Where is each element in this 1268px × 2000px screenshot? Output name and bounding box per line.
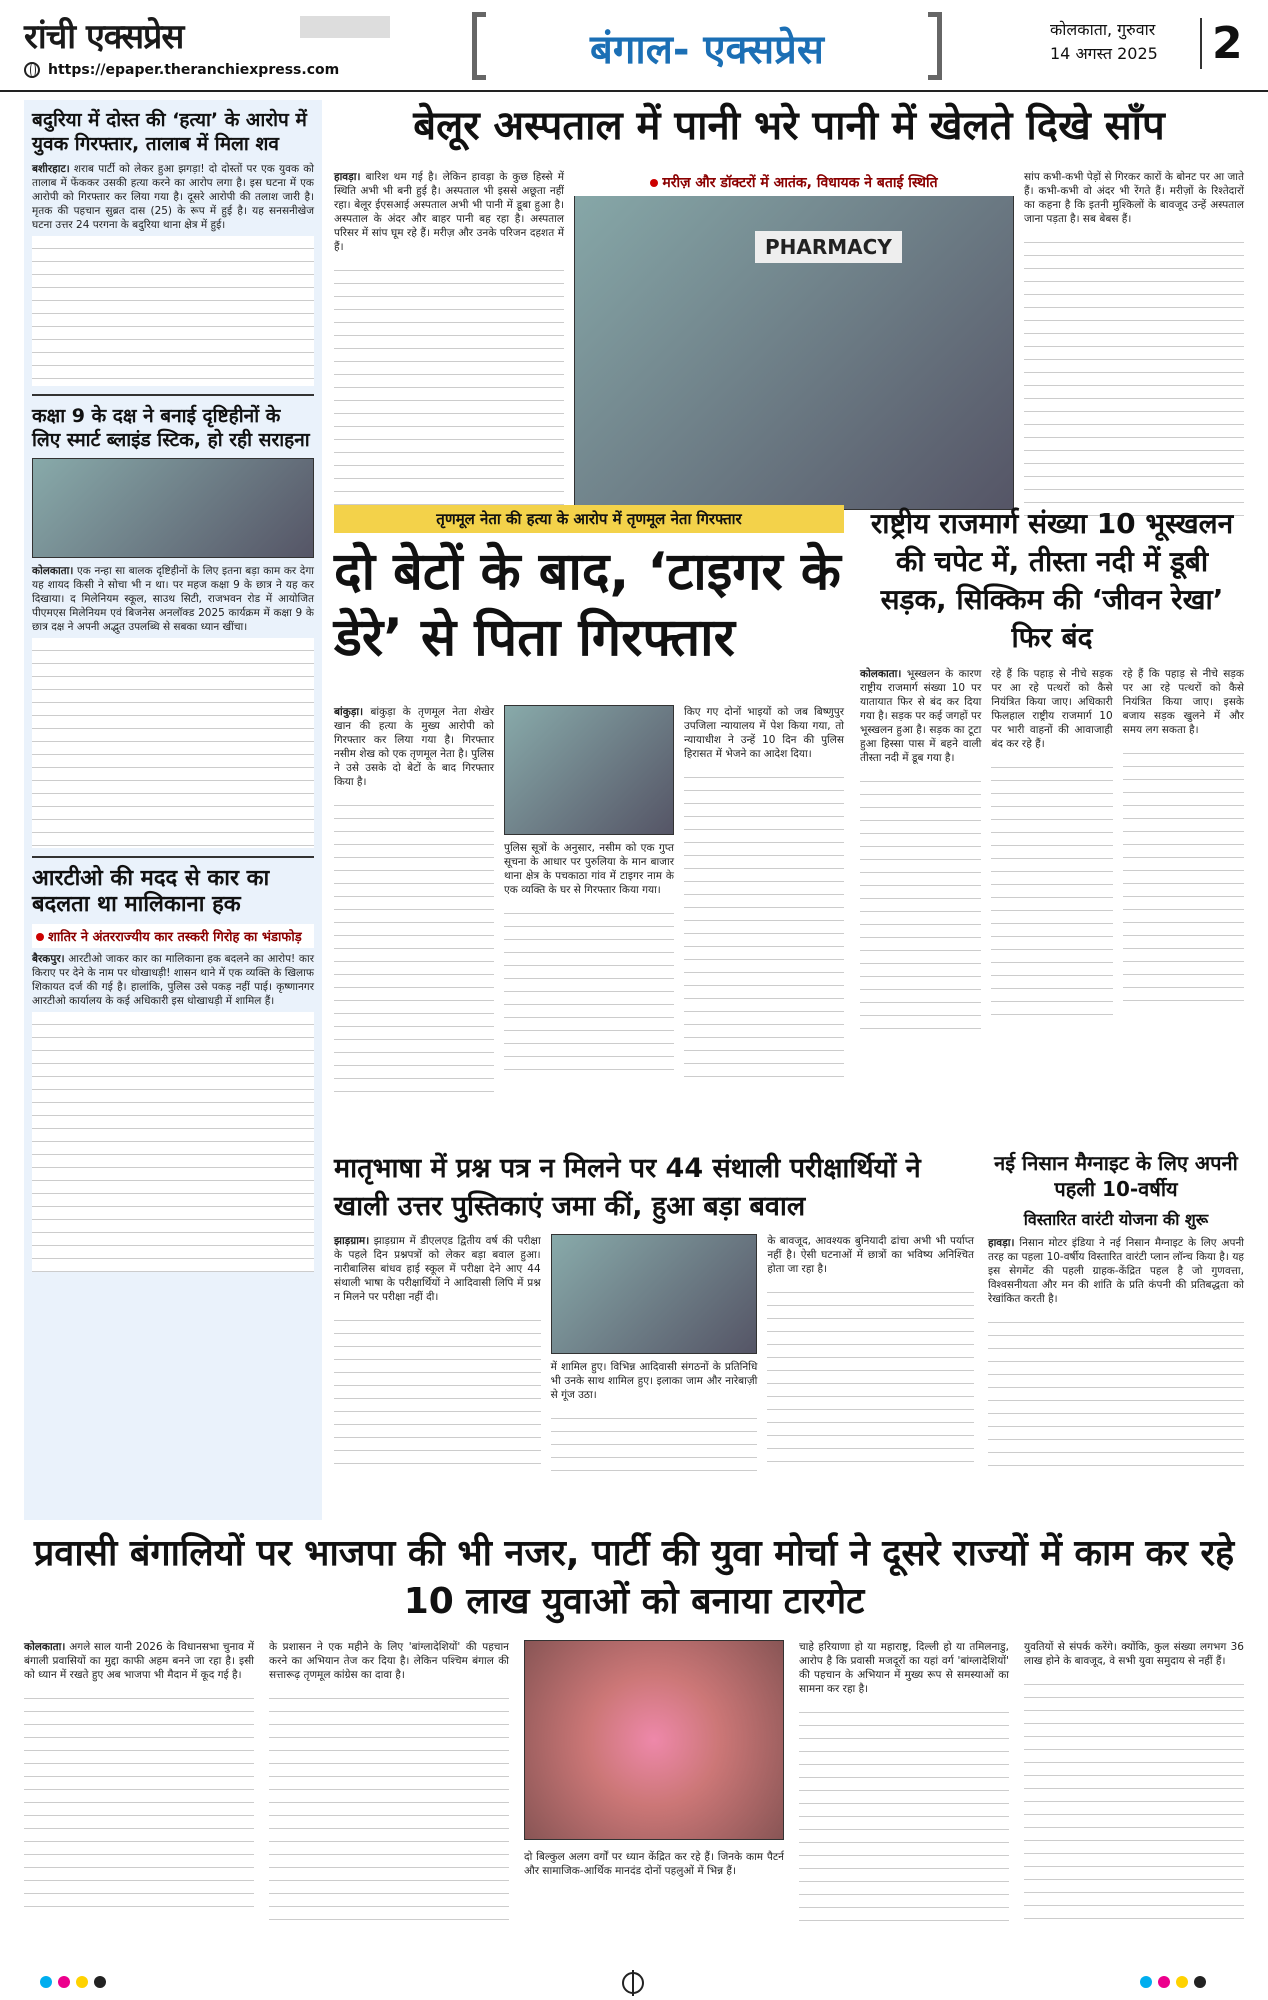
bottom-headline: प्रवासी बंगालियों पर भाजपा की भी नजर, पार्टी की युवा मोर्चा ने दूसरे राज्यों में काम कर रहे 10 लाख युवाओं को बनाया टारगेट: [33, 1533, 1235, 1622]
bottom-column: [1024, 1640, 1244, 1960]
flooded-hospital-photo: [574, 170, 1014, 510]
text-filler: [1123, 741, 1244, 1011]
body-text: झाड़ग्राम में डीएलएड द्वितीय वर्ष की परीक्षा के पहले दिन प्रश्नपत्रों को लेकर बड़ा बवाल हुआ। नारीबालिस बांधव हाई स्कूल में परीक्षा देने आए 44 संथाली भाषा के परीक्षार्थियों ने आदिवासी लिपि में प्रश्न न मिलने पर परीक्षा नहीं दी।: [334, 1235, 541, 1303]
bottom-column: [24, 1640, 254, 1960]
yellow-dot: [76, 1976, 88, 1988]
story-body: [334, 170, 564, 254]
bottom-story: [24, 1530, 1244, 1877]
story-body: [334, 1234, 541, 1304]
text-filler: [1024, 1672, 1244, 1922]
url-text[interactable]: https://epaper.theranchiexpress.com: [48, 62, 340, 78]
right-bracket: [928, 12, 942, 80]
nh10-column: [860, 667, 981, 1029]
body-text: आरटीओ जाकर कार का मालिकाना हक बदलने का आरोप! कार किराए पर देने के नाम पर धोखाधड़ी! शासन थाने में एक व्यक्ति के खिलाफ शिकायत दर्ज की गई है। हालांकि, पुलिस उसे पकड़ नहीं पाई। कृष्णानगर आरटीओ कार्यालय के कई अधिकारी इस धोखाधड़ी में शामिल हैं।: [32, 953, 314, 1007]
story-body: सांप कभी-कभी पेड़ों से गिरकर कारों के बोनट पर आ जाते हैं। कभी-कभी वो अंदर भी रेंगते हैं। मरीज़ों के रिश्तेदारों का कहना है कि इतनी मुश्किलों के बावजूद उन्हें अस्पताल जाना पड़ता है। सब बेबस हैं।: [1024, 171, 1244, 225]
dateline-word: झाड़ग्राम।: [334, 1235, 370, 1247]
left-column: [24, 100, 322, 1520]
exam-column: [551, 1234, 758, 1476]
exam-headline: मातृभाषा में प्रश्न पत्र न मिलने पर 44 संथाली परीक्षार्थियों ने खाली उत्तर पुस्तिकाएं जमा कीं, हुआ बड़ा बवाल: [334, 1153, 921, 1222]
tiger-headline: दो बेटों के बाद, ‘टाइगर के डेरे’ से पिता गिरफ्तार: [334, 542, 841, 668]
magenta-dot: [1158, 1976, 1170, 1988]
tiger-column: [504, 705, 674, 1071]
text-filler: [269, 1686, 509, 1926]
students-photo: [32, 458, 314, 558]
text-filler: [684, 765, 844, 1085]
color-registration-dots: [1140, 1976, 1206, 1988]
exam-story: [334, 1150, 974, 1476]
tiger-column: [684, 705, 844, 1085]
lead-story: [334, 100, 1244, 259]
cyan-dot: [1140, 1976, 1152, 1988]
arrest-photo: [504, 705, 674, 835]
bottom-column: [524, 1850, 784, 1960]
story-body: में शामिल हुए। विभिन्न आदिवासी संगठनों के प्रतिनिधि भी उनके साथ शामिल हुए। इलाका जाम और नारेबाज़ी से गूंज उठा।: [550, 1361, 758, 1401]
story-body: के प्रशासन ने एक महीने के लिए 'बांग्लादेशियों' की पहचान करने का अभियान तेज कर दिया है। लेकिन पश्चिम बंगाल की सत्तारूढ़ तृणमूल कांग्रेस का दावा है।: [269, 1641, 509, 1681]
story-body: के बावजूद, आवश्यक बुनियादी ढांचा अभी भी पर्याप्त नहीं है। ऐसी घटनाओं में छात्रों का भविष्य अनिश्चित होता जा रहा है।: [767, 1235, 975, 1275]
bullet-icon: [36, 933, 44, 941]
story-headline: कक्षा 9 के दक्ष ने बनाई दृष्टिहीनों के लिए स्मार्ट ब्लाइंड स्टिक, हो रही सराहना: [32, 405, 310, 451]
text-filler: [32, 638, 314, 848]
black-dot: [1194, 1976, 1206, 1988]
exam-column: [767, 1234, 974, 1476]
tiger-columns: [334, 705, 844, 1145]
epaper-url[interactable]: [24, 62, 339, 78]
divider: [32, 394, 314, 396]
body-text: एक नन्हा सा बालक दृष्टिहीनों के लिए इतना बड़ा काम कर देगा यह शायद किसी ने सोचा भी न था। पर महज कक्षा 9 के छात्र ने यह कर दिखाया। द मिलेनियम स्कूल, साउथ सिटी, राजभवन रोड में आयोजित पीएमएस मिलेनियम एवं बिजनेस अनलॉक्ड 2025 कार्यक्रम में कक्षा 9 के छात्र दक्ष ने अपनी अद्भुत उपलब्धि से सबका ध्यान खींचा।: [32, 565, 315, 633]
masthead: [0, 0, 1268, 92]
tiger-column: [334, 705, 494, 1093]
youth-map-photo: [524, 1640, 784, 1840]
dateline-word: बशीरहाट।: [32, 163, 70, 175]
nh10-story: [860, 505, 1244, 1029]
sub-headline-strip: [32, 924, 314, 948]
body-text: भूस्खलन के कारण राष्ट्रीय राजमार्ग संख्या 10 पर यातायात फिर से बंद कर दिया गया है। सड़क पर कई जगहों पर भूस्खलन हुआ है। सड़क का टूटा हुआ हिस्सा पास में बहने वाली तीस्ता नदी में डूब गया है।: [860, 668, 982, 764]
text-filler: [334, 258, 564, 518]
text-filler: [24, 1686, 254, 1916]
story-headline: आरटीओ की मदद से कार का बदलता था मालिकाना हक: [32, 866, 270, 917]
nissan-story: [988, 1150, 1244, 1470]
story-body: [32, 162, 314, 232]
story-body: किए गए दोनों भाइयों को जब बिष्णुपुर उपजिला न्यायालय में पेश किया गया, तो न्यायाधीश ने उन्हें 10 दिन की पुलिस हिरासत में भेजने का आदेश दिया।: [684, 706, 844, 760]
body-text: बारिश थम गई है। लेकिन हावड़ा के कुछ हिस्से में स्थिति अभी भी बनी हुई है। अस्पताल भी इससे अछूता नहीं रहा। बेलूर ईएसआई अस्पताल अभी भी पानी में डूबा हुआ है। अस्पताल के अंदर और बाहर पानी बह रहा है। अस्पताल परिसर में सांप घूम रहे हैं। मरीज़ और उनके परिजन दहशत में हैं।: [334, 171, 564, 253]
text-filler: [551, 1406, 758, 1476]
body-text: बांकुड़ा के तृणमूल नेता शेखेर खान की हत्या के मुख्य आरोपी को गिरफ्तार कर लिया गया है। गिरफ्तार नसीम शेख को एक तृणमूल नेता है। पुलिस ने उसे उसके दो बेटों के बाद गिरफ्तार किया है।: [334, 706, 495, 788]
dateline: [1050, 18, 1158, 66]
nissan-headline: नई निसान मैग्नाइट के लिए अपनी पहली 10-वर्षीय: [994, 1151, 1238, 1201]
nh10-column: [991, 667, 1112, 1029]
brand-tagline-box: [300, 16, 390, 38]
tiger-story: [334, 505, 844, 896]
text-filler: [32, 1012, 314, 1272]
text-filler: [860, 769, 981, 1029]
story-body: दो बिल्कुल अलग वर्गों पर ध्यान केंद्रित कर रहे हैं। जिनके काम पैटर्न और सामाजिक-आर्थिक मानदंड दोनों पहलुओं में भिन्न हैं।: [524, 1851, 784, 1877]
nh10-columns: [860, 667, 1244, 1029]
bottom-column: [799, 1640, 1009, 1960]
text-filler: [334, 793, 494, 1093]
body-text: अगले साल यानी 2026 के विधानसभा चुनाव में बंगाली प्रवासियों का मुद्दा काफी अहम बनने जा रहा है। इसी को ध्यान में रखते हुए अब भाजपा भी मैदान में कूद गई है।: [24, 1641, 255, 1681]
strip-text: मरीज़ और डॉक्टरों में आतंक, विधायक ने बताई स्थिति: [662, 175, 938, 191]
text-filler: [799, 1700, 1009, 1930]
dateline-word: हावड़ा।: [988, 1237, 1015, 1249]
magenta-dot: [58, 1976, 70, 1988]
text-filler: [32, 236, 314, 386]
text-filler: [991, 755, 1112, 1025]
story-body: [988, 1236, 1244, 1306]
section-title-box: [472, 8, 942, 84]
dateline-word: कोलकाता।: [32, 565, 74, 577]
cyan-dot: [40, 1976, 52, 1988]
story-body: चाहे हरियाणा हो या महाराष्ट्र, दिल्ली हो या तमिलनाडु, आरोप है कि प्रवासी मजदूरों का यहां वर्ग 'बांग्लादेशियों' की पहचान के अभियान में मुख्य रूप से समस्याओं का सामना कर रहा है।: [799, 1641, 1009, 1695]
text-filler: [504, 901, 674, 1071]
story-body: पुलिस सूत्रों के अनुसार, नसीम को एक गुप्त सूचना के आधार पर पुरुलिया के मान बाजार थाना क्षेत्र के पचकाठा गांव में टाइगर नाम के एक व्यक्ति के घर से गिरफ्तार किया गया।: [504, 842, 674, 896]
section-title: बंगाल- एक्सप्रेस: [590, 27, 824, 73]
exam-photo: [551, 1234, 758, 1354]
story-body: [334, 705, 494, 789]
text-filler: [334, 1308, 541, 1468]
bullet-icon: [650, 179, 658, 187]
yellow-dot: [1176, 1976, 1188, 1988]
story-body: रहे हैं कि पहाड़ से नीचे सड़क पर आ रहे पत्थरों को कैसे नियंत्रित किया जाए। इसके बजाय सड़क खुलने में और समय लग सकता है।: [1122, 668, 1244, 736]
lead-headline: बेलूर अस्पताल में पानी भरे पानी में खेलते दिखे साँप: [413, 103, 1165, 149]
nh10-headline: राष्ट्रीय राजमार्ग संख्या 10 भूस्खलन की चपेट में, तीस्ता नदी में डूबी सड़क, सिक्किम की ‘जीवन रेखा’ फिर बंद: [870, 507, 1234, 654]
story-headline: बदुरिया में दोस्त की ‘हत्या’ के आरोप में युवक गिरफ्तार, तालाब में मिला शव: [32, 109, 307, 155]
issue-date: 14 अगस्त 2025: [1050, 44, 1158, 63]
text-filler: [988, 1310, 1244, 1470]
text-filler: [767, 1280, 974, 1470]
kicker-strip: तृणमूल नेता की हत्या के आरोप में तृणमूल नेता गिरफ्तार: [334, 505, 844, 533]
story-body: [32, 952, 314, 1008]
dateline-word: बांकुड़ा।: [334, 706, 364, 718]
pharmacy-sign: PHARMACY: [755, 231, 902, 263]
story-body: [32, 564, 314, 634]
registration-mark-icon: [622, 1972, 644, 1994]
page-number: 2: [1200, 18, 1243, 69]
story-body: रहे हैं कि पहाड़ से नीचे सड़क पर आ रहे पत्थरों को कैसे नियंत्रित किया जाए। अधिकारी फिलहाल राष्ट्रीय राजमार्ग 10 पर भारी वाहनों की आवाजाही बंद कर रहे हैं।: [991, 668, 1113, 750]
exam-columns: [334, 1234, 974, 1476]
divider: [32, 856, 314, 858]
body-text: निसान मोटर इंडिया ने नई निसान मैग्नाइट के लिए अपनी तरह का पहला 10-वर्षीय विस्तारित वारंटी प्लान लॉन्च किया है। यह इस सेगमेंट की पहली ग्राहक-केंद्रित पहल है जो गुणवत्ता, विश्वसनीयता और मन की शांति के प्रति कंपनी की प्रतिबद्धता को रेखांकित करती है।: [988, 1237, 1244, 1305]
dateline-word: कोलकाता।: [860, 668, 902, 680]
story-body: [860, 667, 981, 765]
text-filler: [1024, 230, 1244, 520]
city-day: कोलकाता, गुरुवार: [1050, 20, 1156, 39]
dateline-word: कोलकाता।: [24, 1641, 66, 1653]
black-dot: [94, 1976, 106, 1988]
body-text: शराब पार्टी को लेकर हुआ झगड़ा! दो दोस्तों पर एक युवक को तालाब में फेंककर उसकी हत्या करने का आरोप लगा है। इस घटना में एक आरोपी को गिरफ्तार कर लिया गया है। दूसरे आरोपी की तलाश जारी है। मृतक की पहचान सुब्रत दास (25) के रूप में हुई है। यह सनसनीखेज घटना उत्तर 24 परगना के बदुरिया थाना क्षेत्र में हुई।: [32, 163, 314, 231]
nissan-subheadline: विस्तारित वारंटी योजना की शुरू: [1023, 1210, 1209, 1229]
globe-icon: [24, 62, 40, 78]
strip-text: शातिर ने अंतरराज्यीय कार तस्करी गिरोह का भंडाफोड़: [48, 930, 302, 945]
bottom-columns: [24, 1640, 1244, 1960]
brand-logo: रांची एक्सप्रेस: [24, 17, 184, 57]
bottom-column: [269, 1640, 509, 1960]
nh10-column: [1123, 667, 1244, 1029]
color-registration-dots: [40, 1976, 106, 1988]
photo-strip: [574, 170, 1014, 196]
dateline-word: बैरकपुर।: [32, 953, 65, 965]
dateline-word: हावड़ा।: [334, 171, 361, 183]
exam-column: [334, 1234, 541, 1476]
story-body: [24, 1640, 254, 1682]
story-body: युवतियों से संपर्क करेंगे। क्योंकि, कुल संख्या लगभग 36 लाख होने के बावजूद, वे सभी युवा समुदाय से नहीं हैं।: [1024, 1641, 1244, 1667]
